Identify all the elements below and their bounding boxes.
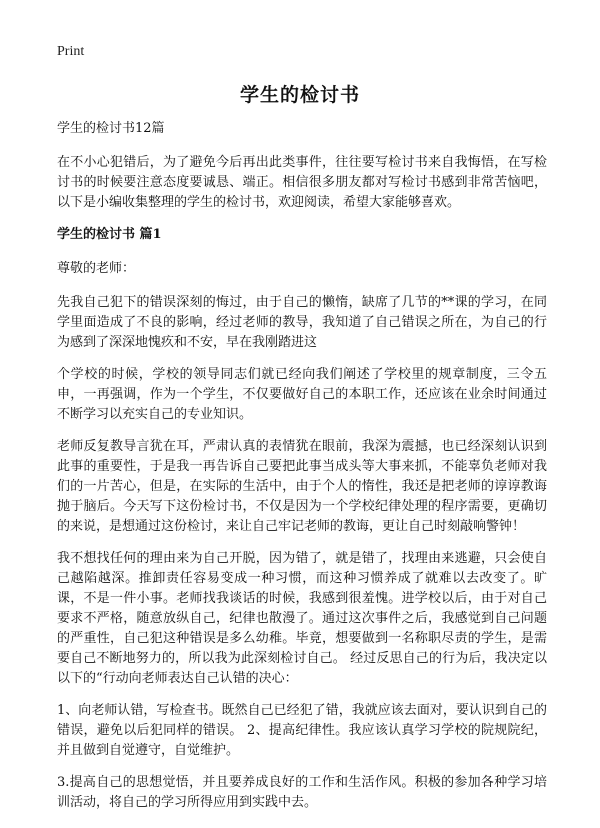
document-subtitle: 学生的检讨书12篇 xyxy=(57,121,165,136)
section-heading: 学生的检讨书 篇1 xyxy=(57,227,162,242)
document-body xyxy=(57,119,547,825)
body-paragraph: 老师反复教导言犹在耳，严肃认真的表情犹在眼前，我深为震撼，也已经深刻认识到此事的重要性，于是我一再告诉自己要把此事当成头等大事来抓，不能辜负老师对我们的一片苦心，但是，在实际的生活中，由于个人的惰性，我还是把老师的谆谆教诲抛于脑后。今天写下这份检讨书，不仅是因为一个学校纪律处理的程序需要，更确切的来说，是想通过这份检讨，来让自己牢记老师的教诲，更让自己时刻敲响警钟！ xyxy=(57,439,547,534)
body-paragraph: 1、向老师认错，写检查书。既然自己已经犯了错，我就应该去面对，要认识到自己的错误，避免以后犯同样的错误。 2、提高纪律性。我应该认真学习学校的院规院纪，并且做到自觉遵守，自觉维护。 xyxy=(57,703,547,758)
print-link[interactable]: Print xyxy=(57,44,85,59)
body-paragraph: 3.提高自己的思想觉悟，并且要养成良好的工作和生活作风。积极的参加各种学习培训活动，将自己的学习所得应用到实践中去。 xyxy=(57,775,547,810)
body-paragraph: 先我自己犯下的错误深刻的悔过，由于自己的懒惰，缺席了几节的**课的学习，在同学里面造成了不良的影响，经过老师的教导，我知道了自己错误之所在，为自己的行为感到了深深地愧疚和不安，早在我刚踏进这 xyxy=(57,295,547,350)
intro-paragraph: 在不小心犯错后，为了避免今后再出此类事件，往往要写检讨书来自我悔悟，在写检讨书的时候要注意态度要诚恳、端正。相信很多朋友都对写检讨书感到非常苦恼吧，以下是小编收集整理的学生的检讨书，欢迎阅读，希望大家能够喜欢。 xyxy=(57,155,547,210)
body-paragraph: 我不想找任何的理由来为自己开脱，因为错了，就是错了，找理由来逃避，只会使自己越陷越深。推卸责任容易变成一种习惯，而这种习惯养成了就难以去改变了。旷课，不是一件小事。老师找我谈话的时候，我感到很羞愧。进学校以后，由于对自己要求不严格，随意放纵自己，纪律也散漫了。通过这次事件之后，我感觉到自己问题的严重性，自己犯这种错误是多么幼稚。毕竟，想要做到一名称职尽责的学生，是需要自己不断地努力的，所以我为此深刻检讨自己。 经过反思自己的行为后，我决定以以下的“行动向老师表达自己认错的决心： xyxy=(57,551,547,686)
body-paragraph: 个学校的时候，学校的领导同志们就已经向我们阐述了学校里的规章制度，三令五申，一再强调，作为一个学生，不仅要做好自己的本职工作，还应该在业余时间通过不断学习以充实自己的专业知识。 xyxy=(57,367,547,422)
salutation: 尊敬的老师： xyxy=(57,261,136,276)
page-title: 学生的检讨书 xyxy=(239,84,360,106)
